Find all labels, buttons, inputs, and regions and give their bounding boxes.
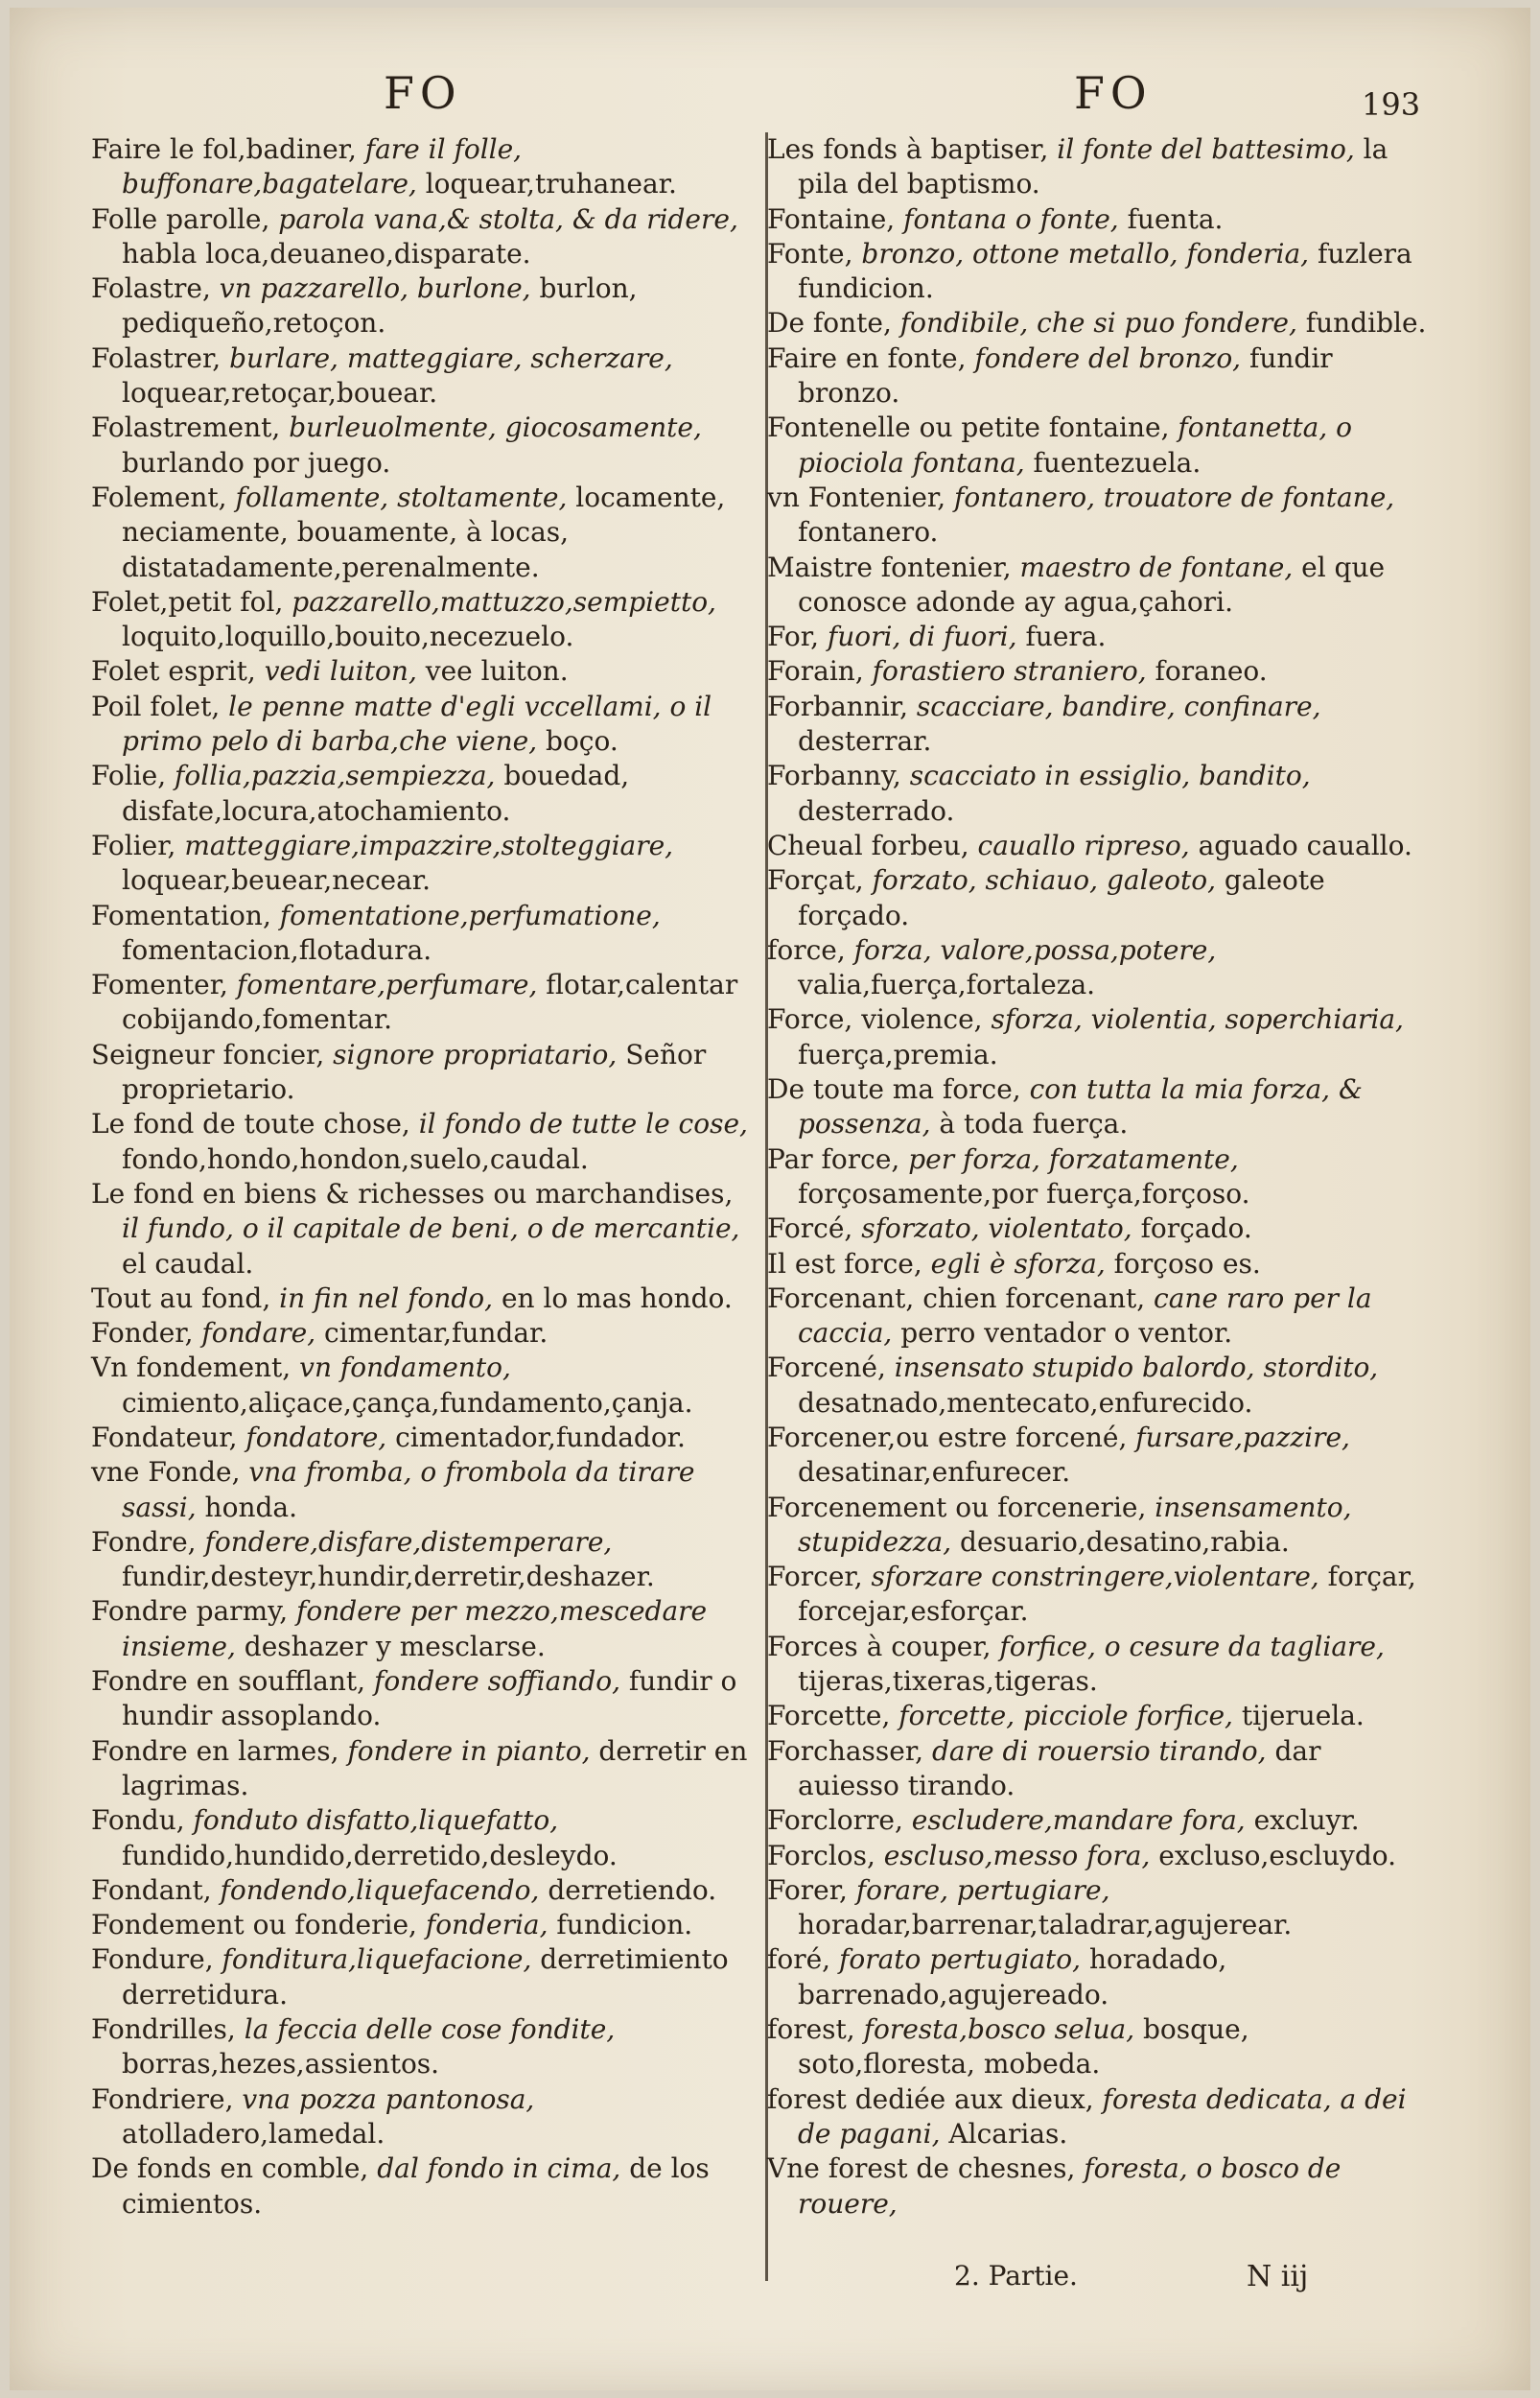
italian-translation: pazzarello,mattuzzo,sempietto, [283,585,716,618]
french-headword: Folastrement, [91,411,281,444]
italian-translation: insensato stupido balordo, stordito, [885,1352,1379,1384]
spanish-translation: de los cimientos. [122,2152,710,2220]
french-headword: Fondre en soufflant, [91,1665,366,1698]
french-headword: Fondant, [91,1873,212,1906]
italian-translation: bronzo, ottone metallo, fonderia, [852,237,1310,270]
spanish-translation: loquear,truhanear. [416,168,677,200]
spanish-translation: tijeras,tixeras,tigeras. [798,1665,1098,1698]
italian-translation: insensamento, stupidezza, [798,1491,1352,1558]
dictionary-entry [767,690,1429,760]
spanish-translation: fuenta. [1118,202,1224,235]
dictionary-entry [91,1803,753,1873]
spanish-translation: cimiento,aliçace,çança,fundamento,çanja. [122,1386,693,1419]
french-headword: Fondateur, [91,1421,238,1453]
french-headword: Poil folet, [91,690,221,722]
french-headword: Vne forest de chesnes, [767,2152,1076,2185]
dictionary-entry [767,1699,1429,1733]
italian-translation: vn pazzarello, burlone, [210,272,531,305]
french-headword: Folle parolle, [91,202,270,235]
french-headword: For, [767,621,819,653]
dictionary-entry [91,759,753,829]
dictionary-entry [767,1873,1429,1943]
french-headword: Folastrer, [91,341,222,374]
spanish-translation: fontanero. [798,516,939,549]
french-headword: force, [767,933,846,966]
french-headword: foré, [767,1943,831,1976]
french-headword: Fondu, [91,1804,185,1837]
dictionary-entry [91,1351,753,1421]
spanish-translation: valia,fuerça,fortaleza. [798,969,1096,1001]
french-headword: vn Fontenier, [767,481,946,513]
french-headword: Par force, [767,1142,900,1175]
dictionary-entry [767,411,1429,481]
italian-translation: con tutta la mia forza, & possenza, [798,1073,1363,1140]
spanish-translation: borras,hezes,assientos. [122,2048,440,2081]
french-headword: De fonds en comble, [91,2152,369,2185]
dictionary-entry [91,1316,753,1351]
dictionary-entry [91,1038,753,1108]
dictionary-entry [767,1211,1429,1246]
spanish-translation: forçoso es. [1105,1247,1261,1280]
french-headword: Fomentation, [91,899,271,931]
french-headword: Forcené, [767,1352,886,1384]
italian-translation: vna pozza pantonosa, [233,2082,535,2115]
french-headword: Forces à couper, [767,1630,992,1662]
spanish-translation: fundir,desteyr,hundir,derretir,deshazer. [122,1561,655,1593]
dictionary-entry [767,1630,1429,1700]
french-headword: Fonder, [91,1317,194,1350]
italian-translation: scacciato in essiglio, bandito, [900,760,1311,792]
spanish-translation: cimentador,fundador. [386,1421,686,1453]
spanish-translation: desterrado. [798,794,955,827]
spanish-translation: fundir bronzo. [798,341,1333,410]
spanish-translation: locamente, neciamente, bouamente, à locas, distatadamente,perenalmente. [122,481,726,583]
spanish-translation: fondo,hondo,hondon,suelo,caudal. [122,1142,589,1175]
spanish-translation: desatnado,mentecato,enfurecido. [798,1386,1253,1419]
dictionary-entry [767,1942,1429,2012]
dictionary-entry [91,341,753,411]
french-headword: Maistre fontenier, [767,551,1012,583]
italian-translation: foresta,bosco selua, [854,2013,1135,2046]
part-label: 2. Partie. [954,2260,1078,2292]
french-headword: Forcenant, chien forcenant, [767,1281,1146,1314]
italian-translation: forfice, o cesure da tagliare, [991,1630,1385,1662]
french-headword: Forchasser, [767,1734,924,1767]
french-headword: Forcé, [767,1212,853,1245]
french-headword: Fondre en larmes, [91,1734,339,1767]
italian-translation: la feccia delle cose fondite, [235,2013,616,2046]
italian-translation: fondere del bronzo, [966,341,1242,374]
french-headword: Forclorre, [767,1804,903,1837]
spanish-translation: aguado cauallo. [1189,829,1412,861]
spanish-translation: derretir en lagrimas. [122,1734,748,1801]
french-headword: De toute ma force, [767,1073,1021,1106]
italian-translation: sforzare constringere,violentare, [862,1561,1319,1593]
italian-translation: burlare, matteggiare, scherzare, [221,341,673,374]
french-headword: Cheual forbeu, [767,829,969,861]
italian-translation: fondere per mezzo,mesсedare insieme, [122,1595,708,1662]
french-headword: Forcer, [767,1561,863,1593]
dictionary-entry [91,2012,753,2082]
french-headword: vne Fonde, [91,1456,241,1489]
dictionary-entry [91,1734,753,1804]
left-column [91,132,753,2222]
dictionary-entry [767,1421,1429,1491]
dictionary-entry [767,2082,1429,2152]
right-column [767,132,1429,2222]
italian-translation: fondibile, che si puo fondere, [891,307,1297,340]
french-headword: Forbanny, [767,760,901,792]
spanish-translation: horadar,barrenar,taladrar,agujerear. [798,1909,1293,1941]
italian-translation: fuori, di fuori, [818,621,1017,653]
italian-translation: escludere,mandare fora, [902,1804,1246,1837]
spanish-translation: foraneo. [1146,655,1268,688]
spanish-translation: fundible. [1296,307,1427,340]
french-headword: Forcenement ou forcenerie, [767,1491,1147,1523]
dictionary-entry [767,1734,1429,1804]
italian-translation: maestro de fontane, [1011,551,1294,583]
dictionary-entry [767,341,1429,411]
spanish-translation: loquear,beuear,necear. [122,864,431,897]
french-headword: Fondement ou fonderie, [91,1909,417,1941]
spanish-translation: desatinar,enfurecer. [798,1456,1071,1489]
italian-translation: fondare, [193,1317,316,1350]
italian-translation: foresta dedicata, a dei de pagani, [798,2082,1407,2150]
dictionary-entry [767,2012,1429,2082]
french-headword: Forbannir, [767,690,908,722]
spanish-translation: perro ventador o ventor. [892,1317,1233,1350]
italian-translation: follia,pazzia,sempiezza, [166,760,496,792]
spanish-translation: forçado. [1132,1212,1252,1245]
italian-translation: fonderia, [416,1909,548,1941]
french-headword: Folet esprit, [91,655,256,688]
spanish-translation: habla loca,deuaneo,disparate. [122,237,531,270]
spanish-translation: forçosamente,por fuerça,forçoso. [798,1177,1250,1210]
spanish-translation: fundir o hundir assoplando. [122,1665,737,1732]
spanish-translation: en lo mas hondo. [493,1281,733,1314]
french-headword: forest, [767,2013,855,2046]
french-headword: Folastre, [91,272,211,305]
french-headword: Fontaine, [767,202,896,235]
spanish-translation: excluso,escluydo. [1150,1839,1397,1871]
french-headword: Fomenter, [91,969,228,1001]
spanish-translation: honda. [196,1491,297,1523]
spanish-translation: deshazer y mesclarse. [235,1630,546,1662]
italian-translation: fontanero, trouatore de fontane, [945,481,1395,513]
dictionary-entry [91,1942,753,2012]
spanish-translation: vee luiton. [416,655,569,688]
dictionary-entry [91,202,753,272]
french-headword: Faire en fonte, [767,341,967,374]
french-headword: Forain, [767,655,864,688]
spanish-translation: bosque, soto,floresta, mobeda. [798,2013,1249,2081]
dictionary-entry [767,2151,1429,2222]
italian-translation: scacciare, bandire, confinare, [908,690,1321,722]
italian-translation: forastiero straniero, [863,655,1147,688]
italian-translation: burleuolmente, giocosamente, [280,411,702,444]
italian-translation: fondere,disfare,distemperare, [196,1525,613,1558]
italian-translation: fondere soffiando, [365,1665,620,1698]
dictionary-entry [767,1491,1429,1561]
dictionary-entry [767,1560,1429,1630]
italian-translation: fomentatione,perfumatione, [270,899,661,931]
spanish-translation: forçar, forcejar,esforçar. [798,1561,1416,1628]
spanish-translation: fuera. [1016,621,1107,653]
french-headword: Le fond en biens & richesses ou marchandises, [91,1177,734,1210]
dictionary-entry [767,1142,1429,1212]
spanish-translation: fundicion. [548,1909,693,1941]
spanish-translation: la pila del baptismo. [798,133,1388,200]
dictionary-page [10,8,1530,2390]
italian-translation: il fondo de tutte le cose, [409,1108,748,1140]
italian-translation: forato pertugiato, [830,1943,1082,1976]
spanish-translation: desterrar. [798,725,932,758]
french-headword: Forcener,ou estre forcené, [767,1421,1128,1453]
french-headword: Folier, [91,829,176,861]
spanish-translation: el caudal. [122,1247,254,1280]
dictionary-entry [91,1873,753,1908]
spanish-translation: galeote forçado. [798,864,1325,931]
italian-translation: fonduto disfatto,liquefatto, [184,1804,559,1837]
dictionary-entry [91,1594,753,1664]
italian-translation: fontana o fonte, [895,202,1119,235]
signature-mark: N iij [1247,2260,1309,2293]
spanish-translation: desuario,desatino,rabia. [951,1525,1290,1558]
french-headword: Il est force, [767,1247,922,1280]
spanish-translation: derretiendo. [539,1873,717,1906]
french-headword: Forcette, [767,1700,891,1732]
italian-translation: vedi luiton, [255,655,417,688]
running-head-right: FO [1074,67,1153,119]
french-headword: Forçat, [767,864,864,897]
italian-translation: fontanetta, o piociola fontana, [798,411,1353,479]
italian-translation: egli è sforza, [922,1247,1106,1280]
french-headword: Fondriere, [91,2082,234,2115]
spanish-translation: loquear,retoçar,bouear. [122,377,438,410]
spanish-translation: dar auiesso tirando. [798,1734,1321,1801]
spanish-translation: fuerça,premia. [798,1038,998,1070]
dictionary-entry [767,1839,1429,1873]
dictionary-entry [91,690,753,760]
italian-translation: in fin nel fondo, [270,1281,494,1314]
italian-translation: fondendo,liquefacendo, [211,1873,540,1906]
french-headword: Fondure, [91,1943,214,1976]
italian-translation: matteggiare,impazzire,stolteggiare, [175,829,674,861]
dictionary-entry [91,1525,753,1595]
french-headword: Fonte, [767,237,853,270]
french-headword: Folement, [91,481,227,513]
italian-translation: forzato, schiauo, galeoto, [863,864,1216,897]
dictionary-entry [91,968,753,1038]
spanish-translation: fomentacion,flotadura. [122,933,432,966]
french-headword: Folie, [91,760,167,792]
spanish-translation: fundido,hundido,derretido,desleydo. [122,1839,618,1871]
spanish-translation: à toda fuerça. [930,1108,1129,1140]
dictionary-entry [91,1281,753,1316]
dictionary-entry [91,899,753,969]
dictionary-entry [91,2082,753,2152]
french-headword: De fonte, [767,307,892,340]
italian-translation: escluso,messo fora, [875,1839,1151,1871]
dictionary-entry [767,1803,1429,1838]
dictionary-entry [91,585,753,655]
dictionary-entry [767,1351,1429,1421]
dictionary-entry [767,1281,1429,1352]
spanish-translation: derretimiento derretidura. [122,1943,729,2010]
dictionary-entry [91,1177,753,1281]
spanish-translation: bouedad, disfate,locura,atochamiento. [122,760,630,827]
french-headword: Faire le fol,badiner, [91,133,357,165]
spanish-translation: fuentezuela. [1024,446,1202,479]
dictionary-entry [767,1002,1429,1072]
dictionary-entry [91,271,753,341]
italian-translation: dal fondo in cima, [368,2152,621,2185]
italian-translation: fursare,pazzire, [1127,1421,1350,1453]
dictionary-entry [91,1664,753,1734]
spanish-translation: fuzlera fundicion. [798,237,1412,305]
italian-translation: il fundo, o il capitale de beni, o de mercantie, [122,1212,740,1245]
french-headword: Forer, [767,1873,848,1906]
spanish-translation: el que conosce adonde ay agua,çahori. [798,551,1386,618]
italian-translation: parola vana,& stolta, & da ridere, [269,202,738,235]
dictionary-entry [767,551,1429,621]
dictionary-entry [91,411,753,481]
italian-translation: fondatore, [237,1421,387,1453]
dictionary-entry [767,306,1429,341]
italian-translation: per forza, forzatamente, [899,1142,1239,1175]
dictionary-entry [767,654,1429,689]
page-header [10,67,1530,134]
italian-translation: vn fondamento, [291,1352,511,1384]
french-headword: Fondre parmy, [91,1595,289,1628]
french-headword: Les fonds à baptiser, [767,133,1049,165]
italian-translation: cane raro per la caccia, [798,1281,1372,1350]
italian-translation: signore propriatario, [324,1038,618,1070]
italian-translation: forcette, picciole forfice, [890,1700,1233,1732]
dictionary-entry [91,481,753,585]
french-headword: Le fond de toute chose, [91,1108,410,1140]
dictionary-entry [91,1908,753,1942]
spanish-translation: flotar,calentar cobijando,fomentar. [122,969,738,1036]
french-headword: forest dediée aux dieux, [767,2082,1094,2115]
spanish-translation: Alcarias. [940,2117,1068,2150]
dictionary-entry [91,829,753,899]
french-headword: Force, violence, [767,1003,983,1036]
italian-translation: fare il folle, buffonare,bagatelare, [122,133,523,200]
dictionary-entry [767,132,1429,202]
italian-translation: sforzato, violentato, [852,1212,1132,1245]
french-headword: Fondrilles, [91,2013,236,2046]
dictionary-entry [767,829,1429,863]
spanish-translation: burlando por juego. [122,446,391,479]
page-footer [10,2260,1530,2298]
french-headword: Tout au fond, [91,1281,271,1314]
dictionary-entry [91,1421,753,1455]
dictionary-entry [91,1455,753,1525]
italian-translation: vna fromba, o frombola da tirare sassi, [122,1456,695,1523]
spanish-translation: Señor proprietario. [122,1038,707,1106]
dictionary-entry [767,620,1429,654]
italian-translation: sforza, violentia, soperchiaria, [982,1003,1404,1036]
spanish-translation: excluyr. [1245,1804,1360,1837]
spanish-translation: atolladero,lamedal. [122,2117,385,2150]
italian-translation: fondere in pianto, [338,1734,591,1767]
dictionary-entry [91,132,753,202]
spanish-translation: horadado, barrenado,agujereado. [798,1943,1227,2010]
italian-translation: cauallo ripreso, [968,829,1190,861]
french-headword: Folet,petit fol, [91,585,284,618]
dictionary-entry [767,237,1429,307]
dictionary-entry [767,759,1429,829]
spanish-translation: cimentar,fundar. [315,1317,548,1350]
italian-translation: le penne matte d'egli vccellami, o il primo pelo di barba,che viene, [122,690,712,758]
italian-translation: dare di rouersio tirando, [923,1734,1267,1767]
dictionary-entry [767,1072,1429,1142]
dictionary-entry [767,202,1429,237]
spanish-translation: boço. [537,725,618,758]
italian-translation: fomentare,perfumare, [227,969,538,1001]
italian-translation: forare, pertugiare, [847,1873,1110,1906]
dictionary-entry [767,863,1429,933]
spanish-translation: loquito,loquillo,bouito,necezuelo. [122,621,574,653]
dictionary-entry [767,481,1429,551]
italian-translation: il fonte del battesimo, [1048,133,1355,165]
dictionary-entry [91,654,753,689]
page-number: 193 [1362,86,1421,123]
italian-translation: fonditura,liquefacione, [213,1943,532,1976]
dictionary-entry [767,933,1429,1003]
french-headword: Seigneur foncier, [91,1038,325,1070]
french-headword: Vn fondement, [91,1352,292,1384]
italian-translation: foresta, o bosco de rouere, [798,2152,1342,2220]
running-head-left: FO [384,67,462,119]
dictionary-entry [91,1107,753,1177]
french-headword: Forclos, [767,1839,875,1871]
spanish-translation: burlon, pediqueño,retoçon. [122,272,638,340]
italian-translation: follamente, stoltamente, [226,481,568,513]
dictionary-entry [767,1247,1429,1281]
italian-translation: forza, valore,possa,potere, [845,933,1217,966]
french-headword: Fontenelle ou petite fontaine, [767,411,1170,444]
dictionary-entry [91,2151,753,2222]
spanish-translation: tijeruela. [1232,1700,1365,1732]
french-headword: Fondre, [91,1525,197,1558]
